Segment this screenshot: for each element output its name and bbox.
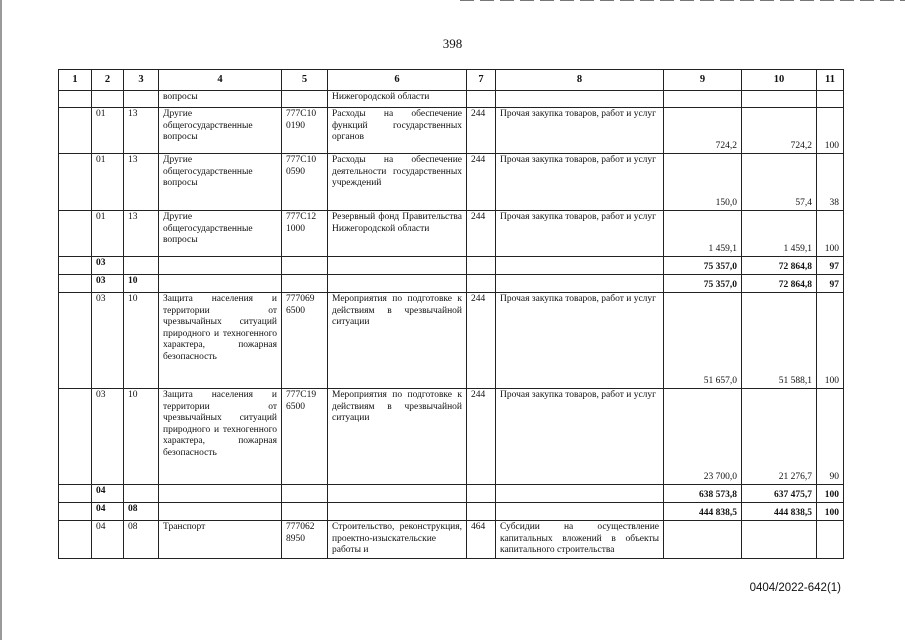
table-row [59, 91, 844, 108]
table-cell [59, 275, 92, 293]
table-row [59, 503, 844, 521]
table-cell: 10 [124, 275, 159, 293]
table-cell: 724,2 [664, 108, 742, 154]
table-cell [742, 91, 817, 108]
table-cell: 03 [92, 275, 124, 293]
table-cell: 777069 6500 [282, 293, 328, 389]
table-row [59, 389, 844, 485]
table-cell: 57,4 [742, 154, 817, 211]
table-cell [467, 485, 496, 503]
table-row [59, 485, 844, 503]
scan-left-edge [0, 0, 2, 640]
table-cell: 03 [92, 389, 124, 485]
table-cell: 01 [92, 108, 124, 154]
table-cell [124, 257, 159, 275]
table-row [59, 521, 844, 559]
table-cell: Прочая закупка товаров, работ и услуг [496, 211, 664, 257]
table-cell [328, 485, 467, 503]
table-cell: 21 276,7 [742, 389, 817, 485]
table-cell: 08 [124, 521, 159, 559]
table-cell: Другие общегосударственные вопросы [159, 211, 282, 257]
table-cell: 75 357,0 [664, 275, 742, 293]
table-cell [159, 485, 282, 503]
table-cell: 72 864,8 [742, 257, 817, 275]
table-cell: Мероприятия по подготовке к действиям в чрезвычайной ситуации [328, 293, 467, 389]
table-cell: 10 [124, 293, 159, 389]
table-cell: 51 657,0 [664, 293, 742, 389]
table-cell: 244 [467, 389, 496, 485]
table-cell [496, 485, 664, 503]
table-cell [59, 154, 92, 211]
table-cell: Другие общегосударственные вопросы [159, 154, 282, 211]
col-header: 5 [282, 70, 328, 91]
table-cell: 724,2 [742, 108, 817, 154]
table-header-row [59, 70, 844, 91]
col-header: 9 [664, 70, 742, 91]
table-cell: 244 [467, 108, 496, 154]
table-cell: 97 [817, 257, 844, 275]
table-cell: Другие общегосударственные вопросы [159, 108, 282, 154]
table-cell: Прочая закупка товаров, работ и услуг [496, 389, 664, 485]
table-cell: 244 [467, 211, 496, 257]
table-cell: Строительство, реконструкция, проектно-изыскательские работы и [328, 521, 467, 559]
col-header: 11 [817, 70, 844, 91]
table-cell: 1 459,1 [664, 211, 742, 257]
table-cell: 244 [467, 154, 496, 211]
table-cell [496, 275, 664, 293]
table-cell: 23 700,0 [664, 389, 742, 485]
table-cell [496, 257, 664, 275]
table-cell: 100 [817, 503, 844, 521]
table-cell [282, 91, 328, 108]
table-cell: 777С19 6500 [282, 389, 328, 485]
table-cell [467, 275, 496, 293]
table-cell [664, 91, 742, 108]
table-cell [92, 91, 124, 108]
table-cell: Защита населения и территории от чрезвычайных ситуаций природного и техногенного характера, пожарная безопасность [159, 293, 282, 389]
table-cell: 444 838,5 [664, 503, 742, 521]
table-cell: 04 [92, 503, 124, 521]
table-cell: 444 838,5 [742, 503, 817, 521]
col-header: 4 [159, 70, 282, 91]
table-cell [467, 503, 496, 521]
table-cell [817, 91, 844, 108]
table-cell: Субсидии на осуществление капитальных вложений в объекты капитального строительства [496, 521, 664, 559]
table-cell [159, 257, 282, 275]
table-cell: 1 459,1 [742, 211, 817, 257]
col-header: 1 [59, 70, 92, 91]
table-cell: 13 [124, 108, 159, 154]
table-cell [467, 257, 496, 275]
table-cell: 10 [124, 389, 159, 485]
col-header: 8 [496, 70, 664, 91]
table-cell [328, 257, 467, 275]
table-cell: 777С10 0190 [282, 108, 328, 154]
table-cell: 637 475,7 [742, 485, 817, 503]
table-cell: 100 [817, 485, 844, 503]
table-cell: 04 [92, 521, 124, 559]
table-row [59, 108, 844, 154]
table-cell [742, 521, 817, 559]
table-cell: 75 357,0 [664, 257, 742, 275]
table-row [59, 154, 844, 211]
table-cell [59, 485, 92, 503]
table-cell: Расходы на обеспечение функций государственных органов [328, 108, 467, 154]
table-cell: 38 [817, 154, 844, 211]
table-cell [496, 503, 664, 521]
table-cell: Защита населения и территории от чрезвычайных ситуаций природного и техногенного характера, пожарная безопасность [159, 389, 282, 485]
budget-table [58, 69, 844, 559]
table-cell: 03 [92, 293, 124, 389]
table-cell [664, 521, 742, 559]
table-cell: вопросы [159, 91, 282, 108]
table-cell: 01 [92, 211, 124, 257]
col-header: 7 [467, 70, 496, 91]
table-cell [59, 91, 92, 108]
col-header: 3 [124, 70, 159, 91]
table-cell [328, 503, 467, 521]
table-cell [159, 503, 282, 521]
table-cell: 90 [817, 389, 844, 485]
table-cell: Прочая закупка товаров, работ и услуг [496, 293, 664, 389]
table-cell [59, 503, 92, 521]
table-cell: 244 [467, 293, 496, 389]
table-cell [159, 275, 282, 293]
table-cell: Резервный фонд Правительства Нижегородской области [328, 211, 467, 257]
table-cell: 72 864,8 [742, 275, 817, 293]
table-cell: Нижегородской области [328, 91, 467, 108]
document-code: 0404/2022-642(1) [749, 582, 841, 594]
table-cell [59, 211, 92, 257]
table-cell [282, 275, 328, 293]
table-cell: 100 [817, 293, 844, 389]
table-cell [59, 521, 92, 559]
table-cell: Мероприятия по подготовке к действиям в чрезвычайной ситуации [328, 389, 467, 485]
table-cell: Расходы на обеспечение деятельности государственных учреждений [328, 154, 467, 211]
table-cell: 100 [817, 108, 844, 154]
table-row [59, 275, 844, 293]
table-cell: Прочая закупка товаров, работ и услуг [496, 108, 664, 154]
table-cell: 13 [124, 211, 159, 257]
table-cell [282, 503, 328, 521]
table-cell: 150,0 [664, 154, 742, 211]
table-row [59, 257, 844, 275]
table-cell: Транспорт [159, 521, 282, 559]
table-cell: 777062 8950 [282, 521, 328, 559]
table-cell: 97 [817, 275, 844, 293]
table-row [59, 211, 844, 257]
table-cell: 51 588,1 [742, 293, 817, 389]
table-cell [59, 257, 92, 275]
table-cell [496, 91, 664, 108]
col-header: 10 [742, 70, 817, 91]
table-cell: Прочая закупка товаров, работ и услуг [496, 154, 664, 211]
table-cell [467, 91, 496, 108]
table-cell [124, 485, 159, 503]
table-cell: 777С10 0590 [282, 154, 328, 211]
table-cell: 01 [92, 154, 124, 211]
table-row [59, 293, 844, 389]
table-cell [59, 108, 92, 154]
table-cell: 777С12 1000 [282, 211, 328, 257]
table-cell: 638 573,8 [664, 485, 742, 503]
table-cell [282, 257, 328, 275]
table-cell: 03 [92, 257, 124, 275]
table-cell [124, 91, 159, 108]
table-cell: 100 [817, 211, 844, 257]
table-cell [59, 389, 92, 485]
scan-top-edge [460, 0, 905, 1]
table-cell [282, 485, 328, 503]
table-cell [59, 293, 92, 389]
page-number: 398 [442, 36, 463, 51]
table-cell: 04 [92, 485, 124, 503]
table-cell: 464 [467, 521, 496, 559]
table-cell [817, 521, 844, 559]
table-cell: 13 [124, 154, 159, 211]
table-cell: 08 [124, 503, 159, 521]
col-header: 2 [92, 70, 124, 91]
table-cell [328, 275, 467, 293]
col-header: 6 [328, 70, 467, 91]
